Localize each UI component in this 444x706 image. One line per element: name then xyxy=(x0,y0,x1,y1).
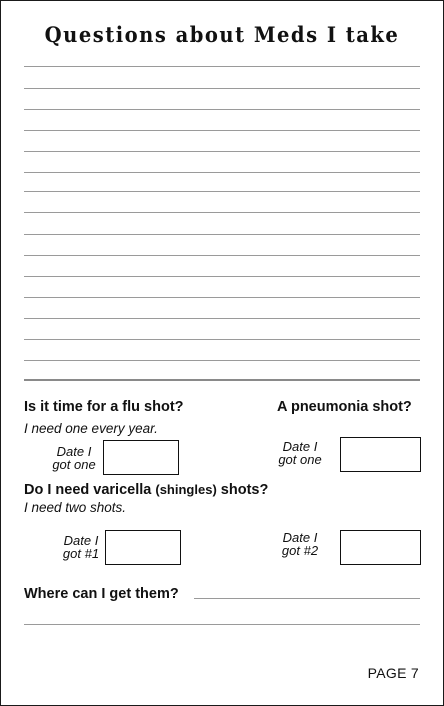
varicella-date1-label xyxy=(59,534,103,560)
note-line[interactable] xyxy=(24,339,420,340)
note-line[interactable] xyxy=(24,234,420,235)
pneumonia-date-box[interactable] xyxy=(340,437,421,472)
pneumonia-date-label-line1: Date I xyxy=(282,439,318,454)
varicella-date1-box[interactable] xyxy=(105,530,181,565)
varicella-date2-box[interactable] xyxy=(340,530,421,565)
where-question: Where can I get them? xyxy=(24,586,179,602)
pneumonia-date-label xyxy=(274,440,326,466)
flu-question: Is it time for a flu shot? xyxy=(24,399,184,415)
note-line[interactable] xyxy=(24,360,420,361)
pneumonia-question: A pneumonia shot? xyxy=(277,399,412,415)
varicella-question xyxy=(24,482,268,498)
note-line[interactable] xyxy=(24,212,420,213)
flu-date-label-line2: got one xyxy=(52,457,96,472)
varicella-date1-label-line2: got #1 xyxy=(62,546,100,561)
note-line[interactable] xyxy=(24,66,420,67)
note-line[interactable] xyxy=(24,297,420,298)
varicella-question-paren: (shingles) xyxy=(155,482,217,497)
note-line[interactable] xyxy=(24,130,420,131)
note-line[interactable] xyxy=(24,276,420,277)
where-answer-line-2[interactable] xyxy=(24,624,420,625)
note-line[interactable] xyxy=(24,255,420,256)
varicella-date2-label-line1: Date I xyxy=(282,530,318,545)
varicella-note: I need two shots. xyxy=(24,500,127,515)
note-line[interactable] xyxy=(24,172,420,173)
note-line[interactable] xyxy=(24,191,420,192)
pneumonia-date-label-line2: got one xyxy=(278,452,322,467)
where-answer-line[interactable] xyxy=(194,598,420,599)
note-line[interactable] xyxy=(24,318,420,319)
page-number: PAGE 7 xyxy=(367,665,419,681)
flu-date-label xyxy=(49,445,99,471)
flu-date-label-line1: Date I xyxy=(56,444,92,459)
section-divider xyxy=(24,379,420,381)
note-line[interactable] xyxy=(24,109,420,110)
varicella-question-prefix: Do I need varicella xyxy=(24,482,156,498)
note-line[interactable] xyxy=(24,151,420,152)
flu-date-box[interactable] xyxy=(103,440,179,475)
varicella-question-suffix: shots? xyxy=(216,482,269,498)
varicella-date2-label-line2: got #2 xyxy=(281,543,319,558)
note-line[interactable] xyxy=(24,88,420,89)
varicella-date2-label xyxy=(277,531,323,557)
flu-note: I need one every year. xyxy=(24,421,158,436)
page-title: Questions about Meds I take xyxy=(44,22,400,47)
varicella-date1-label-line1: Date I xyxy=(63,533,99,548)
